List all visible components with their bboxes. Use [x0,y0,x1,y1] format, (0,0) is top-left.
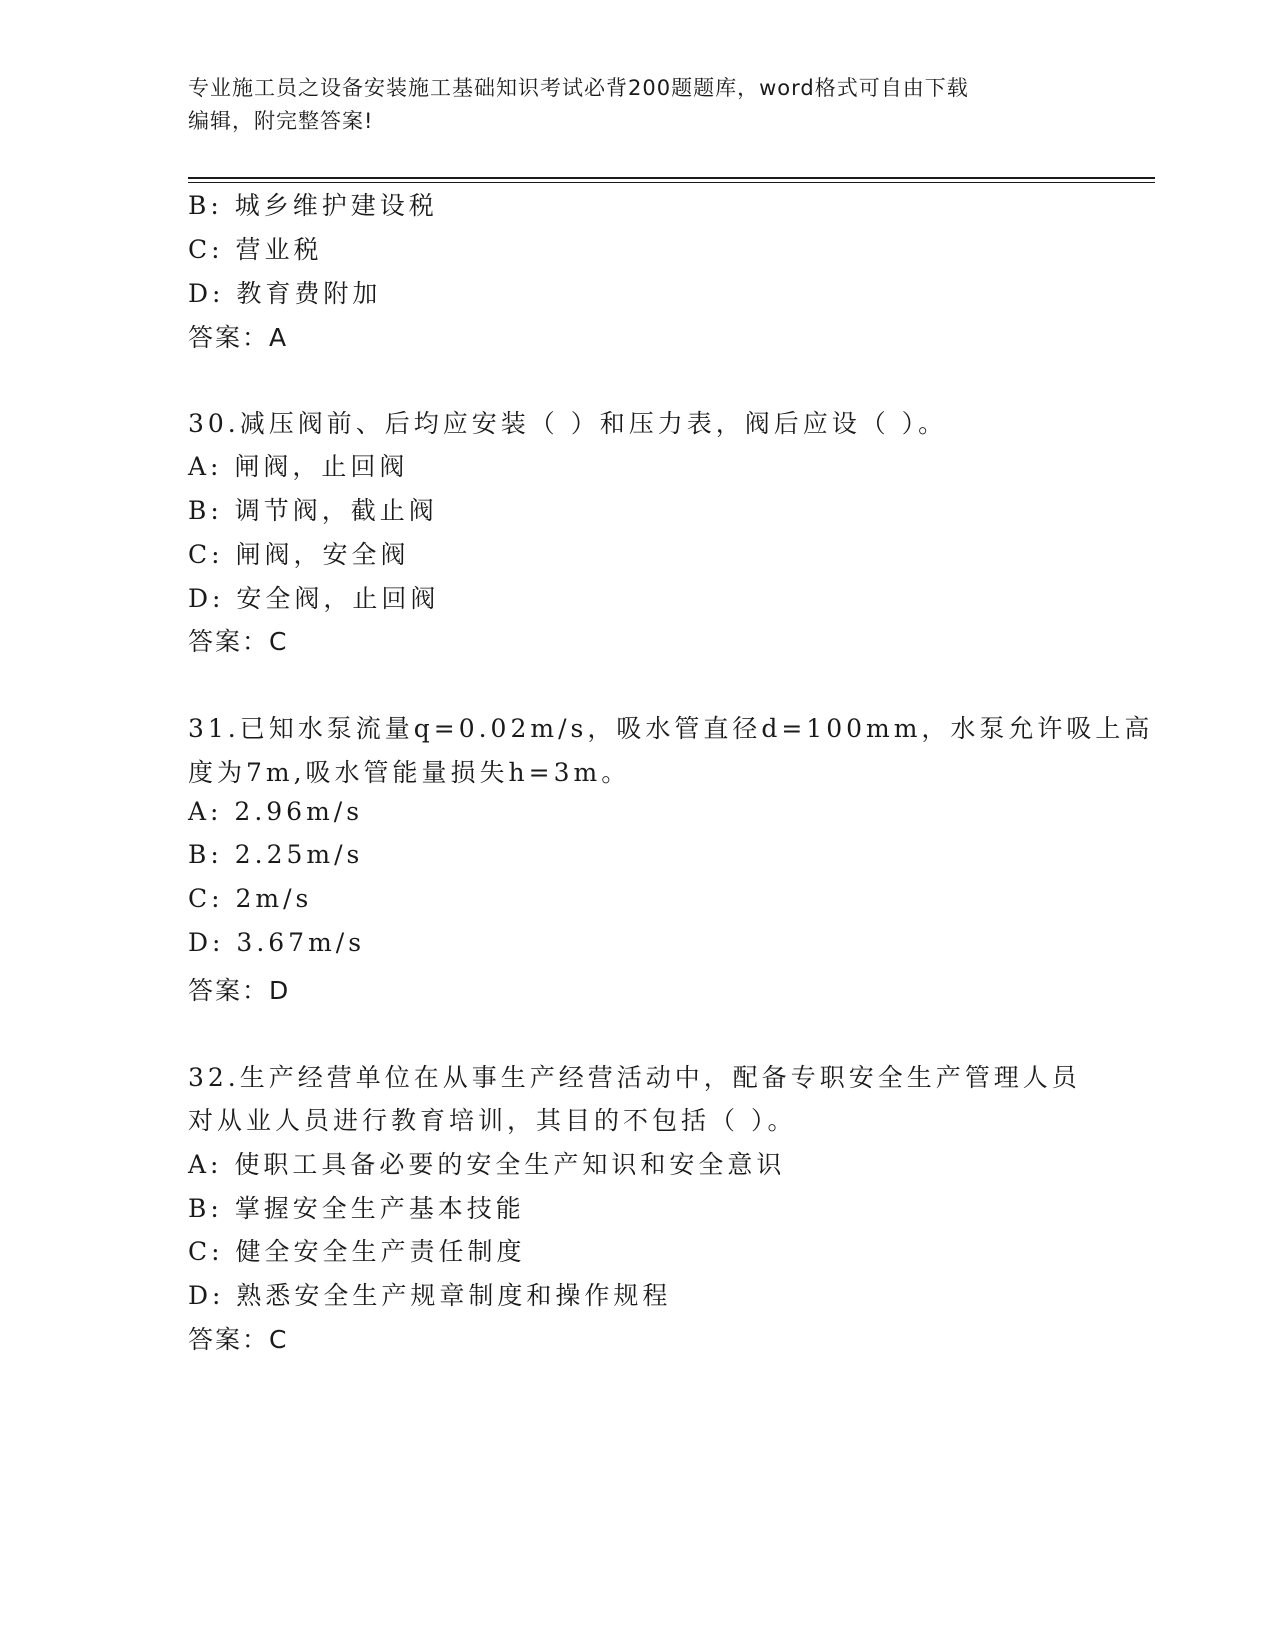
q32-stem-line1: 32.生产经营单位在从事生产经营活动中，配备专职安全生产管理人员 [188,1063,1081,1092]
q32-option-b: B: 掌握安全生产基本技能 [188,1194,525,1223]
q31-option-c: C: 2m/s [188,884,313,913]
header-title-line2: 编辑，附完整答案! [188,109,374,133]
q32-stem-line2: 对从业人员进行教育培训，其目的不包括（ ）。 [188,1106,797,1135]
q29-option-b: B: 城乡维护建设税 [188,191,438,220]
q31-option-b: B: 2.25m/s [188,840,364,869]
q31-stem-line2: 度为7m,吸水管能量损失h=3m。 [188,758,631,787]
q29-option-d: D: 教育费附加 [188,279,382,308]
header-title-line1: 专业施工员之设备安装施工基础知识考试必背200题题库，word格式可自由下载 [188,76,969,100]
q32-option-a: A: 使职工具备必要的安全生产知识和安全意识 [188,1150,786,1179]
q30-option-c: C: 闸阀，安全阀 [188,540,410,569]
q31-option-d: D: 3.67m/s [188,928,366,957]
q30-option-a: A: 闸阀，止回阀 [188,452,409,481]
q32-option-d: D: 熟悉安全生产规章制度和操作规程 [188,1281,672,1310]
q30-option-b: B: 调节阀，截止阀 [188,496,438,525]
q29-option-c: C: 营业税 [188,235,323,264]
q30-stem: 30.减压阀前、后均应安装（ ）和压力表，阀后应设（ ）。 [188,409,948,438]
q30-option-d: D: 安全阀，止回阀 [188,584,440,613]
q31-stem-line1: 31.已知水泵流量q=0.02m/s，吸水管直径d=100mm，水泵允许吸上高 [188,714,1154,743]
header-divider-thick [188,177,1155,179]
q32-answer: 答案：C [188,1325,289,1354]
document-header [188,72,1068,138]
q32-option-c: C: 健全安全生产责任制度 [188,1237,526,1266]
header-divider-thin [188,182,1155,183]
q31-answer: 答案：D [188,976,291,1005]
q29-answer: 答案：A [188,323,289,352]
q30-answer: 答案：C [188,627,289,656]
q31-option-a: A: 2.96m/s [188,797,364,826]
